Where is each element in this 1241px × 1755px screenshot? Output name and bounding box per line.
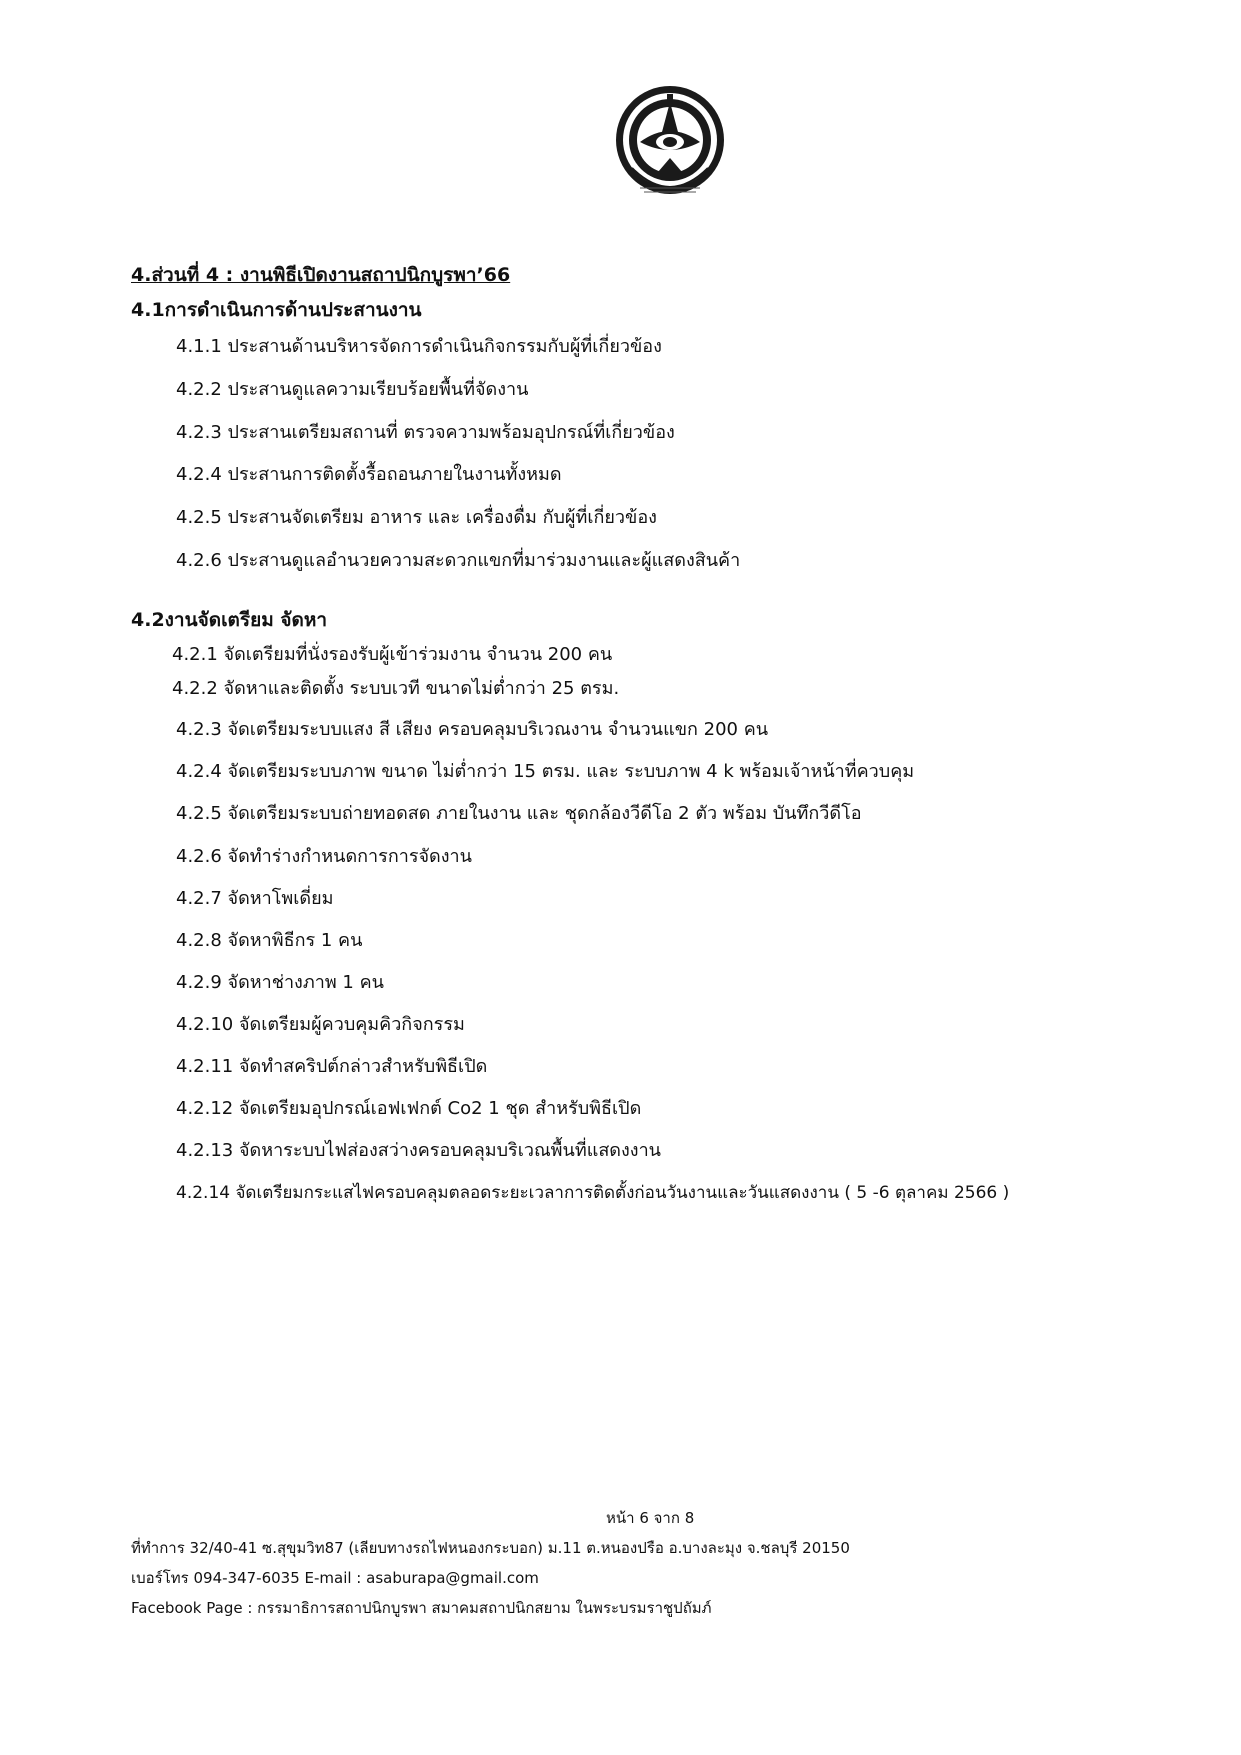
list-item: 4.2.9 จัดหาช่างภาพ 1 คน [176,972,384,993]
list-item: 4.2.13 จัดหาระบบไฟส่องสว่างครอบคลุมบริเวณพื้นที่แสดงงาน [176,1140,661,1161]
association-seal-icon [610,80,736,206]
association-seal-logo [610,80,736,206]
section-title: 4.ส่วนที่ 4 : งานพิธีเปิดงานสถาปนิกบูรพา’66 [131,264,511,286]
list-item: 4.2.7 จัดหาโพเดี่ยม [176,888,334,909]
list-item: 4.2.11 จัดทำสคริปต์กล่าวสำหรับพิธีเปิด [176,1056,488,1077]
list-item: 4.1.1 ประสานด้านบริหารจัดการดำเนินกิจกรรมกับผู้ที่เกี่ยวข้อง [176,336,662,357]
list-item: 4.2.8 จัดหาพิธีกร 1 คน [176,930,363,951]
list-item: 4.2.5 ประสานจัดเตรียม อาหาร และ เครื่องดื่ม กับผู้ที่เกี่ยวข้อง [176,507,657,528]
list-item: 4.2.4 ประสานการติดตั้งรื้อถอนภายในงานทั้งหมด [176,464,562,485]
list-item: 4.2.3 ประสานเตรียมสถานที่ ตรวจความพร้อมอุปกรณ์ที่เกี่ยวข้อง [176,422,675,443]
list-item: 4.2.4 จัดเตรียมระบบภาพ ขนาด ไม่ต่ำกว่า 15 ตรม. และ ระบบภาพ 4 k พร้อมเจ้าหน้าที่ควบคุม [176,761,915,782]
list-item: 4.2.2 จัดหาและติดตั้ง ระบบเวที ขนาดไม่ต่ำกว่า 25 ตรม. [172,678,620,699]
list-item: 4.2.6 จัดทำร่างกำหนดการการจัดงาน [176,846,472,867]
list-item: 4.2.14 จัดเตรียมกระแสไฟครอบคลุมตลอดระยะเวลาการติดตั้งก่อนวันงานและวันแสดงงาน ( 5 -6 ตุลาคม 2566 ) [176,1183,1010,1203]
subsection-title-4-1: 4.1การดำเนินการด้านประสานงาน [131,299,422,321]
footer-address: ที่ทำการ 32/40-41 ซ.สุขุมวิท87 (เลียบทางรถไฟหนองกระบอก) ม.11 ต.หนองปรือ อ.บางละมุง จ.ชลบุรี 20150 [131,1539,850,1557]
list-item: 4.2.5 จัดเตรียมระบบถ่ายทอดสด ภายในงาน และ ชุดกล้องวีดีโอ 2 ตัว พร้อม บันทึกวีดีโอ [176,803,862,824]
list-item: 4.2.3 จัดเตรียมระบบแสง สี เสียง ครอบคลุมบริเวณงาน จำนวนแขก 200 คน [176,719,769,740]
list-item: 4.2.2 ประสานดูแลความเรียบร้อยพื้นที่จัดงาน [176,379,529,400]
list-item: 4.2.1 จัดเตรียมที่นั่งรองรับผู้เข้าร่วมงาน จำนวน 200 คน [172,644,613,665]
list-item: 4.2.12 จัดเตรียมอุปกรณ์เอฟเฟกต์ Co2 1 ชุด สำหรับพิธีเปิด [176,1098,642,1119]
list-item: 4.2.10 จัดเตรียมผู้ควบคุมคิวกิจกรรม [176,1014,465,1035]
footer-facebook: Facebook Page : กรรมาธิการสถาปนิกบูรพา สมาคมสถาปนิกสยาม ในพระบรมราชูปถัมภ์ [131,1599,712,1617]
page-number: หน้า 6 จาก 8 [606,1509,695,1527]
subsection-title-4-2: 4.2งานจัดเตรียม จัดหา [131,609,328,631]
footer-contact: เบอร์โทร 094-347-6035 E-mail : asaburapa@gmail.com [131,1569,539,1587]
list-item: 4.2.6 ประสานดูแลอำนวยความสะดวกแขกที่มาร่วมงานและผู้แสดงสินค้า [176,550,741,571]
